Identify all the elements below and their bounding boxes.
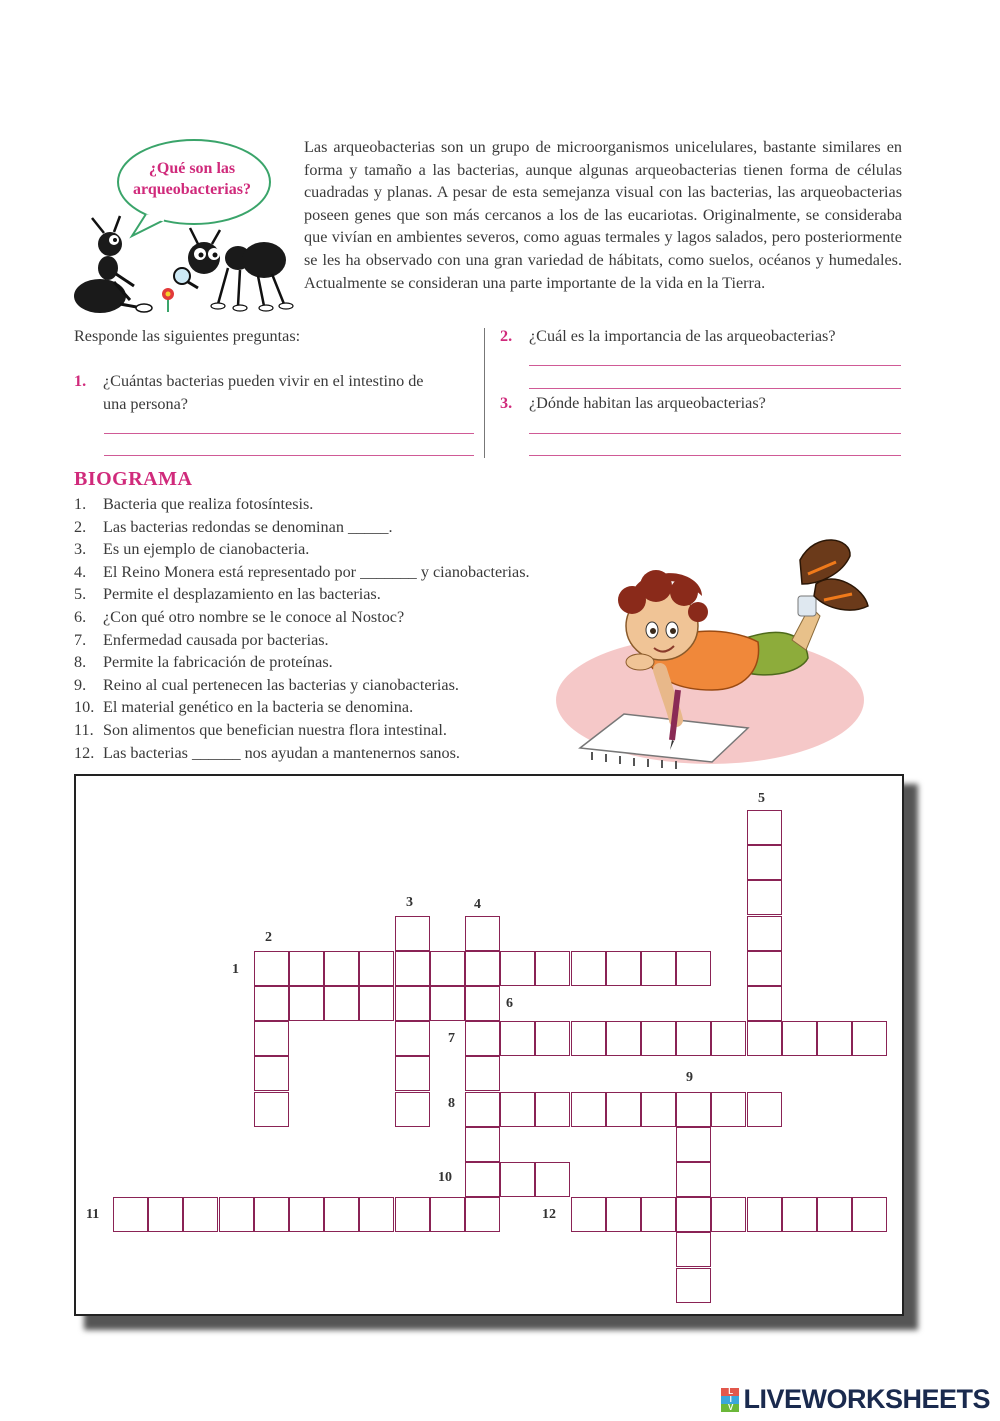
question-1-number: 1. xyxy=(74,372,87,390)
questions-intro: Responde las siguientes preguntas: xyxy=(74,327,301,345)
question-3 xyxy=(500,392,766,415)
clue-number-label: 10 xyxy=(438,1170,452,1185)
clue-text: El material genético en la bacteria se denomina. xyxy=(103,698,414,717)
logo-mark-letter: L xyxy=(721,1388,739,1396)
clue-text: Permite el desplazamiento en las bacterias. xyxy=(103,585,381,604)
column-divider xyxy=(484,328,485,458)
question-2 xyxy=(500,325,836,348)
answer-line-2b[interactable] xyxy=(529,388,901,389)
answer-line-2a[interactable] xyxy=(529,365,901,366)
clue-item xyxy=(74,742,530,765)
clue-item xyxy=(74,674,530,697)
clue-number-label: 3 xyxy=(406,895,413,910)
logo-mark-icon xyxy=(721,1388,739,1412)
clue-number-label: 6 xyxy=(506,996,513,1011)
boy-illustration xyxy=(552,530,872,770)
clue-number: 4. xyxy=(74,562,87,581)
question-1 xyxy=(74,370,484,415)
question-2-text: ¿Cuál es la importancia de las arqueobacterias? xyxy=(529,327,836,345)
clue-text: Bacteria que realiza fotosíntesis. xyxy=(103,495,314,513)
logo-mark-letter: I xyxy=(721,1396,739,1404)
answer-line-1a[interactable] xyxy=(104,433,474,434)
clue-item xyxy=(74,651,530,674)
clue-text: Enfermedad causada por bacterias. xyxy=(103,630,329,649)
bubble-line-2: arqueobacterias? xyxy=(133,181,251,198)
clue-number: 12. xyxy=(74,743,95,762)
crossword-frame xyxy=(74,774,904,1316)
speech-bubble-text xyxy=(122,158,262,200)
clue-number-label: 9 xyxy=(686,1070,693,1085)
clue-number-label: 2 xyxy=(265,930,272,945)
intro-paragraph: Las arqueobacterias son un grupo de microorganismos unicelulares, bastante similares en forma y tamaño a las bacterias, aunque algunas arqueobacterias tienen forma de células cuadradas y planas. A pesar de esta semejanza visual con las bacterias, las arqueobacterias poseen genes que son más cercanos a los de las eucariotas. Originalmente, se consideraba que vivían en ambientes severos, como aguas termales y lagos salados, pero posteriormente se les ha observado con una gran variedad de hábitats, como suelos, océanos y humedales. Actualmente se consideran una parte importante de la vida en la Tierra. xyxy=(304,138,902,292)
clue-number: 7. xyxy=(74,630,87,649)
question-1-line-1: ¿Cuántas bacterias pueden vivir en el intestino de xyxy=(103,372,424,390)
liveworksheets-logo xyxy=(721,1384,990,1415)
clue-number: 8. xyxy=(74,653,87,672)
clue-text: ¿Con qué otro nombre se le conoce al Nostoc? xyxy=(103,607,405,626)
clue-item xyxy=(74,538,530,561)
clue-number: 1. xyxy=(74,495,87,513)
clue-number-label: 4 xyxy=(474,897,481,912)
clue-number-label: 7 xyxy=(448,1031,455,1046)
biograma-title: BIOGRAMA xyxy=(74,468,193,490)
answer-line-3a[interactable] xyxy=(529,433,901,434)
clue-number: 9. xyxy=(74,675,87,694)
clue-text: Reino al cual pertenecen las bacterias y cianobacterias. xyxy=(103,675,459,694)
clue-text: Son alimentos que benefician nuestra flora intestinal. xyxy=(103,720,447,739)
clue-text: Permite la fabricación de proteínas. xyxy=(103,653,333,672)
clue-number: 11. xyxy=(74,720,94,739)
clue-item xyxy=(74,561,530,584)
question-1-line-2: una persona? xyxy=(103,394,188,413)
logo-text: LIVEWORKSHEETS xyxy=(743,1384,990,1414)
clue-list xyxy=(74,493,530,764)
clue-number-label: 5 xyxy=(758,791,765,806)
clue-item xyxy=(74,493,530,516)
clue-number: 5. xyxy=(74,585,87,604)
clue-item xyxy=(74,606,530,629)
clue-item xyxy=(74,719,530,742)
bubble-line-1: ¿Qué son las xyxy=(148,160,236,177)
clue-item xyxy=(74,583,530,606)
logo-mark-letter: V xyxy=(721,1404,739,1412)
answer-line-1b[interactable] xyxy=(104,455,474,456)
clue-item xyxy=(74,516,530,539)
clue-number: 2. xyxy=(74,517,87,536)
clue-item xyxy=(74,696,530,719)
question-3-text: ¿Dónde habitan las arqueobacterias? xyxy=(529,394,766,412)
clue-text: Las bacterias redondas se denominan _____. xyxy=(103,517,393,536)
clue-number-label: 8 xyxy=(448,1096,455,1111)
answer-line-3b[interactable] xyxy=(529,455,901,456)
clue-number: 3. xyxy=(74,540,87,559)
question-3-number: 3. xyxy=(500,394,513,412)
clue-text: Las bacterias ______ nos ayudan a mantenernos sanos. xyxy=(103,743,460,762)
clue-number-label: 12 xyxy=(542,1207,556,1222)
clue-number-label: 1 xyxy=(232,962,239,977)
clue-number: 6. xyxy=(74,607,87,626)
clue-item xyxy=(74,629,530,652)
clue-text: El Reino Monera está representado por _______ y cianobacterias. xyxy=(103,562,530,581)
question-2-number: 2. xyxy=(500,327,513,345)
clue-text: Es un ejemplo de cianobacteria. xyxy=(103,540,310,559)
clue-number: 10. xyxy=(74,698,95,717)
clue-number-label: 11 xyxy=(86,1207,100,1222)
